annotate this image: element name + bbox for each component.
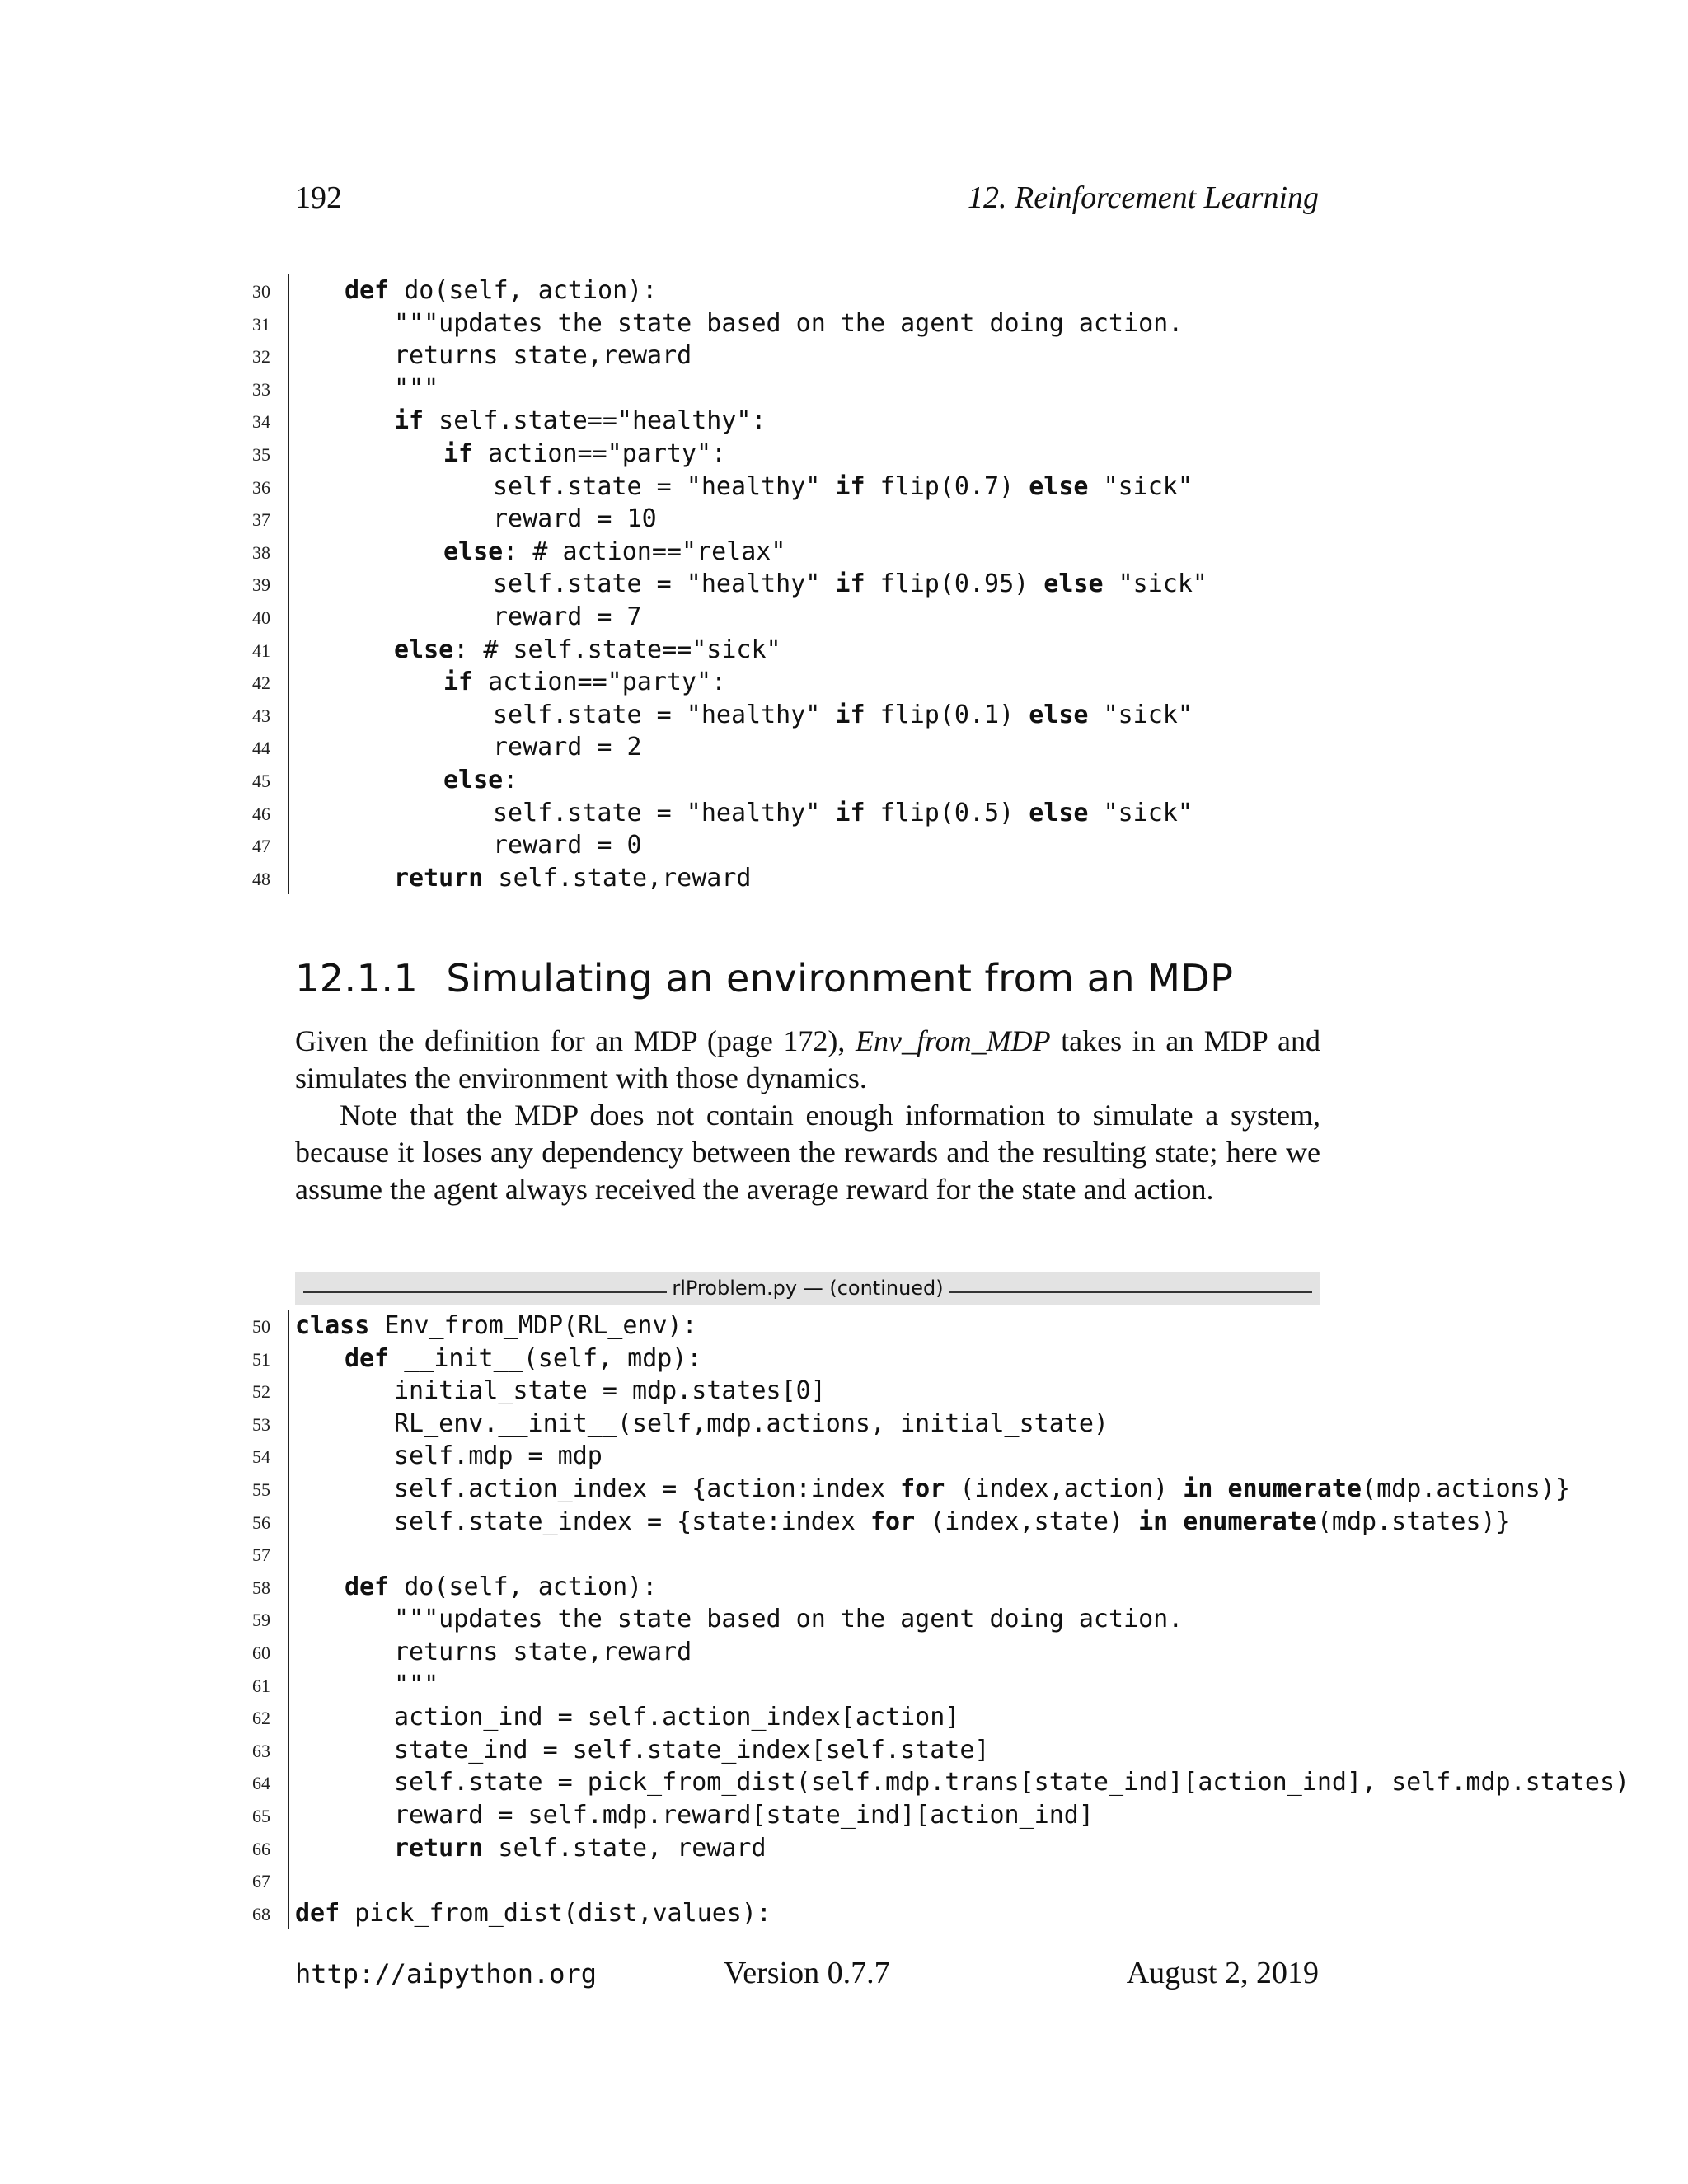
code-keyword: enumerate xyxy=(1183,1507,1317,1536)
line-number: 40 xyxy=(252,607,270,628)
code-token: "sick" xyxy=(1088,798,1193,827)
code-token: self.state = "healthy" xyxy=(493,798,836,827)
line-number: 55 xyxy=(252,1479,270,1500)
code-text xyxy=(345,1343,701,1376)
line-number: 36 xyxy=(252,476,270,498)
code-token: : xyxy=(503,765,518,794)
code-token: : # self.state=="sick" xyxy=(453,635,781,664)
code-line xyxy=(247,340,1533,373)
line-number: 42 xyxy=(252,673,270,694)
code-token: initial_state = mdp.states[0] xyxy=(394,1376,826,1406)
code-line xyxy=(247,1897,1533,1930)
code-token: """updates the state based on the agent doing action. xyxy=(394,1605,1184,1634)
code-keyword: def xyxy=(345,276,390,305)
file-banner-label: rlProblem.py — (continued) xyxy=(667,1277,948,1300)
code-line xyxy=(247,1734,1533,1767)
code-text xyxy=(394,1408,1109,1441)
code-line xyxy=(247,1375,1533,1408)
code-keyword: enumerate xyxy=(1227,1474,1362,1503)
code-text xyxy=(345,274,657,307)
code-line xyxy=(247,862,1533,895)
code-line xyxy=(247,1799,1533,1832)
code-line xyxy=(247,1864,1533,1897)
code-line xyxy=(247,1343,1533,1376)
code-token: self.state,reward xyxy=(483,863,752,893)
code-text xyxy=(394,862,751,895)
code-text xyxy=(394,1669,438,1702)
code-keyword: def xyxy=(345,1343,390,1373)
code-text xyxy=(295,1897,771,1930)
code-keyword: for xyxy=(900,1474,945,1503)
code-text xyxy=(394,1636,692,1669)
section-number: 12.1.1 xyxy=(295,956,419,1001)
code-text xyxy=(493,568,1207,601)
code-line xyxy=(247,829,1533,862)
code-keyword: else xyxy=(443,537,504,566)
code-keyword: if xyxy=(443,668,474,697)
code-token: reward = 2 xyxy=(493,733,642,762)
code-keyword: if xyxy=(835,471,865,501)
code-text xyxy=(394,1603,1183,1636)
code-text xyxy=(394,1506,1511,1539)
code-token: returns state,reward xyxy=(394,341,692,371)
footer-version: Version 0.7.7 xyxy=(724,1956,890,1990)
line-number: 33 xyxy=(252,378,270,400)
code-token: flip(0.7) xyxy=(865,471,1029,501)
paragraph-note: Note that the MDP does not contain enough information to simulate a system, because it loses any dependency between the rewards and the resulting state; here we assume the agent always received the average reward for the state and action. xyxy=(295,1099,1320,1206)
code-text xyxy=(394,1473,1570,1506)
line-number: 62 xyxy=(252,1708,270,1729)
section-heading xyxy=(295,956,1234,1001)
line-number: 67 xyxy=(252,1871,270,1892)
code-token: self.state_index = {state:index xyxy=(394,1507,870,1536)
line-number: 46 xyxy=(252,803,270,824)
code-token: RL_env.__init__(self,mdp.actions, initial_state) xyxy=(394,1408,1109,1438)
code-line xyxy=(247,1636,1533,1669)
code-keyword: if xyxy=(443,438,474,468)
line-number: 53 xyxy=(252,1413,270,1435)
code-token xyxy=(1168,1507,1183,1536)
code-token xyxy=(1212,1474,1227,1503)
line-number: 58 xyxy=(252,1577,270,1598)
code-token: self.state, reward xyxy=(483,1833,767,1863)
code-text xyxy=(394,1701,959,1734)
code-line xyxy=(247,274,1533,307)
code-text xyxy=(493,471,1193,504)
code-token: self.state = "healthy" xyxy=(493,700,836,729)
code-token: __init__(self, mdp): xyxy=(389,1343,702,1373)
code-line xyxy=(247,797,1533,830)
code-text xyxy=(394,307,1183,340)
code-line xyxy=(247,1832,1533,1865)
line-number: 52 xyxy=(252,1381,270,1403)
code-listing-top xyxy=(247,274,1533,894)
code-text xyxy=(394,634,781,667)
code-text xyxy=(493,829,642,862)
code-token: flip(0.5) xyxy=(865,798,1029,827)
code-listing-bottom xyxy=(247,1310,1630,1929)
code-token: self.action_index = {action:index xyxy=(394,1474,901,1503)
paragraph-intro-text: Given the definition for an MDP (page 172), xyxy=(295,1024,856,1057)
line-number: 59 xyxy=(252,1610,270,1631)
line-number: 60 xyxy=(252,1642,270,1663)
footer-url: http://aipython.org xyxy=(295,1958,598,1990)
code-line xyxy=(247,568,1533,601)
code-line xyxy=(247,503,1533,536)
code-line xyxy=(247,1701,1533,1734)
code-token: self.state=="healthy": xyxy=(424,406,767,436)
code-line xyxy=(247,1473,1570,1506)
code-token: state_ind = self.state_index[self.state] xyxy=(394,1735,990,1765)
line-number: 65 xyxy=(252,1805,270,1826)
code-token: (index,action) xyxy=(945,1474,1184,1503)
line-number: 68 xyxy=(252,1903,270,1924)
code-token: reward = 10 xyxy=(493,504,657,534)
page-number: 192 xyxy=(295,180,342,215)
line-number: 38 xyxy=(252,541,270,563)
code-line xyxy=(247,1538,1533,1571)
code-text xyxy=(394,340,692,373)
code-keyword: return xyxy=(394,1833,484,1863)
code-keyword: else xyxy=(394,635,454,664)
section-title: Simulating an environment from an MDP xyxy=(446,956,1234,1001)
code-token: returns state,reward xyxy=(394,1637,692,1666)
code-line xyxy=(247,471,1533,504)
code-token: action_ind = self.action_index[action] xyxy=(394,1703,960,1732)
line-number: 31 xyxy=(252,313,270,335)
code-keyword: for xyxy=(870,1507,916,1536)
code-keyword: def xyxy=(295,1898,340,1928)
code-keyword: class xyxy=(295,1311,370,1340)
line-number: 35 xyxy=(252,443,270,465)
code-line xyxy=(247,1310,1533,1343)
code-text xyxy=(443,536,785,569)
code-text xyxy=(394,373,438,405)
code-line xyxy=(247,307,1533,340)
code-text xyxy=(493,731,642,764)
code-text xyxy=(394,1375,826,1408)
code-token: : # action=="relax" xyxy=(503,537,786,566)
code-token: """ xyxy=(394,373,439,403)
code-token: """updates the state based on the agent doing action. xyxy=(394,308,1184,338)
code-line xyxy=(247,1440,1533,1473)
code-token: pick_from_dist(dist,values): xyxy=(340,1898,771,1928)
code-token: Env_from_MDP(RL_env): xyxy=(369,1311,697,1340)
code-keyword: else xyxy=(443,765,504,794)
code-text xyxy=(443,764,518,797)
code-text xyxy=(394,1799,1094,1832)
line-number: 54 xyxy=(252,1446,270,1468)
code-token: (mdp.states)} xyxy=(1316,1507,1511,1536)
code-token: reward = 7 xyxy=(493,602,642,631)
footer-date: August 2, 2019 xyxy=(1126,1956,1319,1990)
line-number: 61 xyxy=(252,1675,270,1696)
line-number: 41 xyxy=(252,640,270,661)
code-line xyxy=(247,764,1533,797)
code-keyword: else xyxy=(1029,798,1089,827)
line-number: 43 xyxy=(252,705,270,726)
line-number: 47 xyxy=(252,836,270,857)
code-keyword: in xyxy=(1138,1507,1169,1536)
code-token: self.mdp = mdp xyxy=(394,1441,603,1471)
code-line xyxy=(247,699,1533,732)
class-name-emphasis: Env_from_MDP xyxy=(855,1024,1051,1057)
code-line xyxy=(247,1408,1533,1441)
code-text xyxy=(394,1832,767,1865)
line-number: 56 xyxy=(252,1511,270,1533)
code-text xyxy=(493,699,1193,732)
line-number: 37 xyxy=(252,509,270,531)
code-line xyxy=(247,634,1533,667)
code-text xyxy=(493,503,657,536)
code-text xyxy=(443,438,726,471)
line-number: 64 xyxy=(252,1773,270,1794)
code-line xyxy=(247,1603,1533,1636)
code-text xyxy=(443,666,726,699)
code-line xyxy=(247,405,1533,438)
code-token: "sick" xyxy=(1088,700,1193,729)
line-number: 34 xyxy=(252,411,270,433)
code-token: do(self, action): xyxy=(389,1572,658,1601)
code-keyword: if xyxy=(835,798,865,827)
code-token: reward = 0 xyxy=(493,831,642,860)
line-number: 32 xyxy=(252,346,270,368)
line-number: 39 xyxy=(252,574,270,596)
code-token: action=="party": xyxy=(473,438,727,468)
line-number: 44 xyxy=(252,738,270,759)
code-text xyxy=(394,1734,989,1767)
code-keyword: else xyxy=(1029,471,1089,501)
code-token: reward = self.mdp.reward[state_ind][action_ind] xyxy=(394,1800,1094,1830)
paragraph-intro-text-end: takes in an MDP and simulates the environment with those dynamics. xyxy=(295,1024,1320,1094)
code-token: self.state = pick_from_dist(self.mdp.trans[state_ind][action_ind], self.mdp.states) xyxy=(394,1768,1630,1797)
code-token: action=="party": xyxy=(473,668,727,697)
code-line xyxy=(247,536,1533,569)
code-line xyxy=(247,601,1533,634)
code-token: self.state = "healthy" xyxy=(493,569,836,599)
code-line xyxy=(247,1506,1533,1539)
code-token: (mdp.actions)} xyxy=(1362,1474,1570,1503)
code-line xyxy=(247,731,1533,764)
line-number: 57 xyxy=(252,1544,270,1566)
code-token: "sick" xyxy=(1088,471,1193,501)
code-line xyxy=(247,1571,1533,1604)
paragraph-intro xyxy=(295,1023,1320,1097)
code-keyword: if xyxy=(394,406,424,436)
code-text xyxy=(493,797,1193,830)
code-line xyxy=(247,1766,1630,1799)
code-keyword: def xyxy=(345,1572,390,1601)
code-text xyxy=(345,1571,657,1604)
code-line xyxy=(247,666,1533,699)
code-keyword: else xyxy=(1043,569,1104,599)
code-text xyxy=(394,405,767,438)
line-number: 66 xyxy=(252,1838,270,1859)
code-token: "sick" xyxy=(1103,569,1207,599)
code-line xyxy=(247,373,1533,405)
line-number: 63 xyxy=(252,1740,270,1761)
code-text xyxy=(394,1766,1629,1799)
code-token: (index,state) xyxy=(915,1507,1139,1536)
code-token: """ xyxy=(394,1670,439,1699)
line-number: 48 xyxy=(252,868,270,889)
code-keyword: if xyxy=(835,700,865,729)
code-text xyxy=(295,1310,697,1343)
code-token: self.state = "healthy" xyxy=(493,471,836,501)
line-number: 30 xyxy=(252,281,270,302)
code-keyword: in xyxy=(1183,1474,1213,1503)
code-token: flip(0.1) xyxy=(865,700,1029,729)
code-keyword: if xyxy=(835,569,865,599)
line-number: 45 xyxy=(252,770,270,791)
line-number: 51 xyxy=(252,1348,270,1370)
code-token: do(self, action): xyxy=(389,276,658,305)
file-banner xyxy=(295,1272,1320,1305)
code-line xyxy=(247,1669,1533,1702)
code-text xyxy=(493,601,642,634)
code-keyword: return xyxy=(394,863,484,893)
code-token: flip(0.95) xyxy=(865,569,1044,599)
code-keyword: else xyxy=(1029,700,1089,729)
running-head: 12. Reinforcement Learning xyxy=(967,180,1319,215)
line-number: 50 xyxy=(252,1316,270,1337)
code-line xyxy=(247,438,1533,471)
code-text xyxy=(394,1440,603,1473)
